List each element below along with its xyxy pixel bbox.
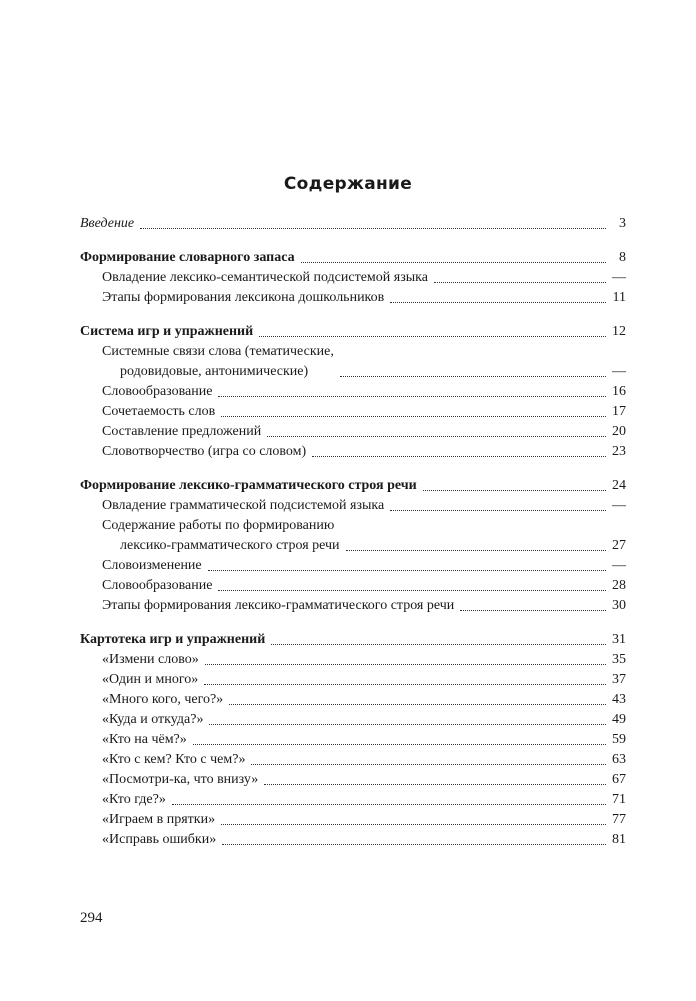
dot-leader xyxy=(390,510,606,511)
page-number: 294 xyxy=(80,910,103,926)
toc-entry-title: Словоизменение xyxy=(102,558,202,573)
dot-leader xyxy=(221,824,606,825)
toc-entry-title: «Куда и откуда?» xyxy=(102,712,204,727)
toc-entry-page: — xyxy=(612,270,626,285)
toc-entry-page: 20 xyxy=(612,424,626,439)
toc-entry-page: 43 xyxy=(612,692,626,707)
toc-entry-title: Сочетаемость слов xyxy=(102,404,216,419)
toc-subsection-entry xyxy=(80,496,626,516)
toc-entry-page: 27 xyxy=(612,538,626,553)
toc-entry-title: Этапы формирования лексико-грамматического строя речи xyxy=(102,598,455,613)
toc-entry-page: 35 xyxy=(612,652,626,667)
toc-entry-page: 3 xyxy=(619,216,626,231)
toc-subsection-entry xyxy=(80,790,626,810)
toc-entry-title: Формирование словарного запаса xyxy=(80,250,295,265)
toc-entry-page: 49 xyxy=(612,712,626,727)
dot-leader xyxy=(312,456,606,457)
toc-subsection-entry xyxy=(80,382,626,402)
dot-leader xyxy=(208,570,606,571)
toc-entry-page: 67 xyxy=(612,772,626,787)
toc-subsection-entry xyxy=(80,442,626,462)
toc-subsection-entry xyxy=(80,750,626,770)
toc-entry-title: Словообразование xyxy=(102,578,213,593)
dot-leader xyxy=(193,744,606,745)
toc-entry-title: «Играем в прятки» xyxy=(102,812,216,827)
toc-entry-page: 71 xyxy=(612,792,626,807)
toc-entry-page: 31 xyxy=(612,632,626,647)
toc-entry-page: — xyxy=(612,364,626,379)
toc-subsection-entry xyxy=(80,670,626,690)
toc-entry-title: Овладение грамматической подсистемой языка xyxy=(102,498,385,513)
toc-section-entry xyxy=(80,322,626,342)
dot-leader xyxy=(346,550,606,551)
table-of-contents xyxy=(80,214,626,850)
toc-subsection-entry xyxy=(80,556,626,576)
toc-subsection-entry xyxy=(80,596,626,616)
toc-section-entry xyxy=(80,214,626,234)
toc-subsection-entry xyxy=(80,516,626,556)
dot-leader xyxy=(222,844,606,845)
toc-subsection-entry xyxy=(80,342,626,382)
toc-entry-title: Формирование лексико-грамматического строя речи xyxy=(80,478,417,493)
toc-entry-title: «Много кого, чего?» xyxy=(102,692,224,707)
toc-subsection-entry xyxy=(80,576,626,596)
dot-leader xyxy=(229,704,606,705)
toc-entry-title: «Один и много» xyxy=(102,672,199,687)
toc-entry-page: 23 xyxy=(612,444,626,459)
toc-entry-title: «Исправь ошибки» xyxy=(102,832,217,847)
toc-section-entry xyxy=(80,248,626,268)
dot-leader xyxy=(205,664,606,665)
dot-leader xyxy=(218,396,606,397)
toc-section-entry xyxy=(80,630,626,650)
toc-entry-page: 81 xyxy=(612,832,626,847)
toc-entry-page: 16 xyxy=(612,384,626,399)
dot-leader xyxy=(264,784,606,785)
dot-leader xyxy=(267,436,606,437)
dot-leader xyxy=(172,804,606,805)
toc-entry-title: Овладение лексико-семантической подсистемой языка xyxy=(102,270,428,285)
toc-entry-page: 77 xyxy=(612,812,626,827)
dot-leader xyxy=(271,644,606,645)
toc-subsection-entry xyxy=(80,268,626,288)
toc-entry-title: Словообразование xyxy=(102,384,213,399)
toc-subsection-entry xyxy=(80,770,626,790)
toc-entry-title: «Измени слово» xyxy=(102,652,199,667)
toc-entry-page: 59 xyxy=(612,732,626,747)
toc-entry-page: 12 xyxy=(612,324,626,339)
dot-leader xyxy=(251,764,606,765)
toc-entry-title: «Кто с кем? Кто с чем?» xyxy=(102,752,246,767)
toc-subsection-entry xyxy=(80,830,626,850)
toc-entry-title-line: лексико-грамматического строя речи xyxy=(120,538,340,553)
toc-entry-page: 17 xyxy=(612,404,626,419)
dot-leader xyxy=(221,416,606,417)
dot-leader xyxy=(340,376,606,377)
toc-entry-page: 28 xyxy=(612,578,626,593)
toc-entry-title: «Кто где?» xyxy=(102,792,166,807)
toc-entry-page: 24 xyxy=(612,478,626,493)
dot-leader xyxy=(204,684,606,685)
toc-entry-title-line: Содержание работы по формированию xyxy=(102,518,335,533)
page-title: Содержание xyxy=(283,174,413,194)
dot-leader xyxy=(140,228,606,229)
dot-leader xyxy=(259,336,606,337)
toc-entry-title xyxy=(102,342,334,382)
toc-entry-page: 8 xyxy=(619,250,626,265)
toc-entry-title xyxy=(102,516,340,556)
dot-leader xyxy=(301,262,606,263)
dot-leader xyxy=(218,590,606,591)
toc-subsection-entry xyxy=(80,730,626,750)
dot-leader xyxy=(209,724,606,725)
toc-subsection-entry xyxy=(80,810,626,830)
toc-subsection-entry xyxy=(80,690,626,710)
toc-entry-title: Словотворчество (игра со словом) xyxy=(102,444,307,459)
toc-entry-page: 11 xyxy=(612,290,626,305)
dot-leader xyxy=(390,302,606,303)
toc-entry-title: Введение xyxy=(80,216,135,231)
toc-entry-title-line: Системные связи слова (тематические, xyxy=(102,344,334,359)
toc-subsection-entry xyxy=(80,402,626,422)
toc-entry-title: Этапы формирования лексикона дошкольников xyxy=(102,290,385,305)
dot-leader xyxy=(434,282,606,283)
toc-entry-title: Картотека игр и упражнений xyxy=(80,632,266,647)
toc-entry-page: 63 xyxy=(612,752,626,767)
toc-entry-title: Составление предложений xyxy=(102,424,262,439)
toc-section-entry xyxy=(80,476,626,496)
toc-entry-title: «Кто на чём?» xyxy=(102,732,187,747)
dot-leader xyxy=(423,490,606,491)
toc-entry-page: — xyxy=(612,558,626,573)
toc-subsection-entry xyxy=(80,650,626,670)
toc-subsection-entry xyxy=(80,288,626,308)
toc-entry-title: Система игр и упражнений xyxy=(80,324,254,339)
toc-subsection-entry xyxy=(80,710,626,730)
toc-entry-page: 37 xyxy=(612,672,626,687)
toc-entry-page: 30 xyxy=(612,598,626,613)
toc-entry-page: — xyxy=(612,498,626,513)
toc-entry-title-line: родовидовые, антонимические) xyxy=(120,364,309,379)
dot-leader xyxy=(460,610,606,611)
toc-subsection-entry xyxy=(80,422,626,442)
toc-entry-title: «Посмотри-ка, что внизу» xyxy=(102,772,259,787)
